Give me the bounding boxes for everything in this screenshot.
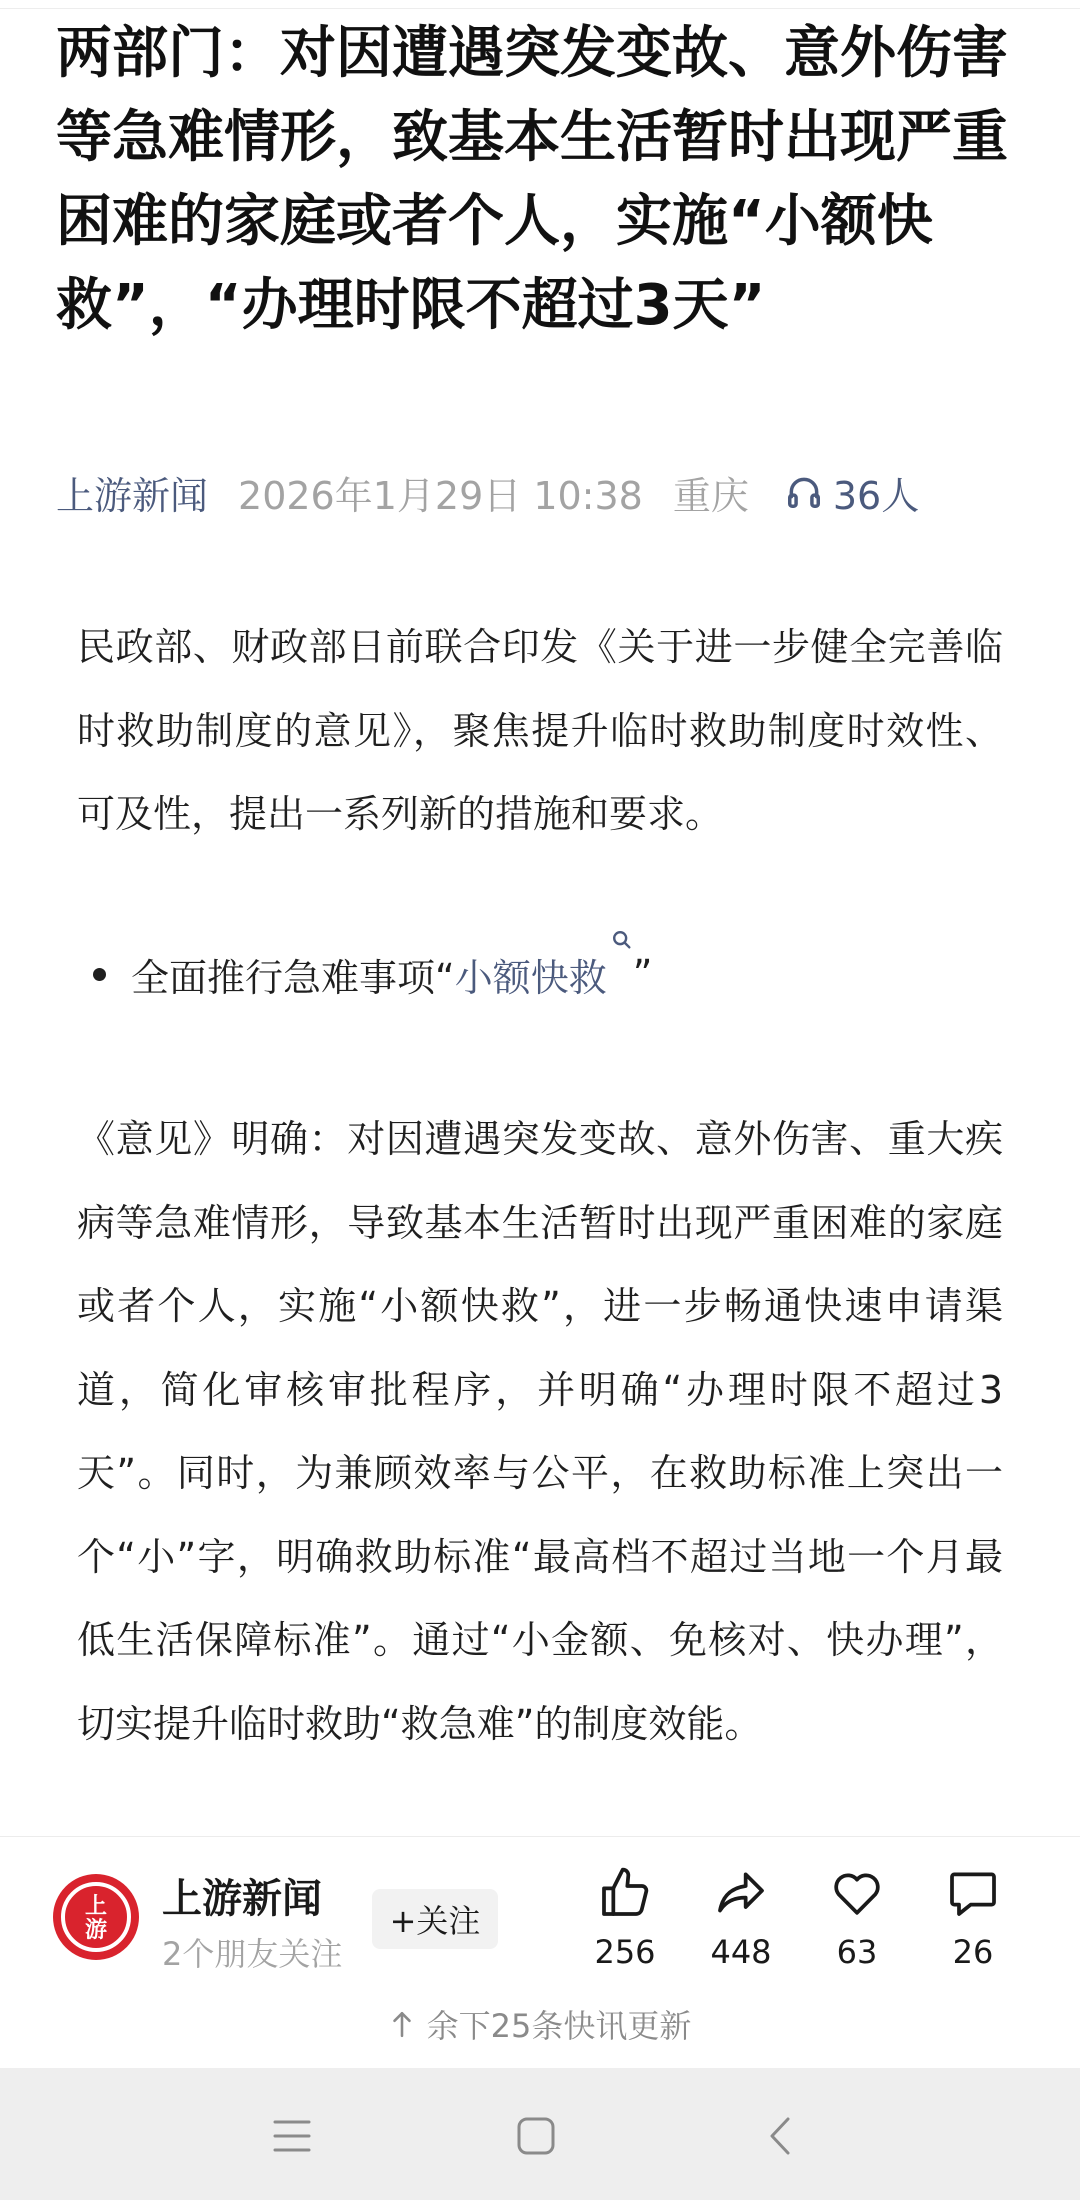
publish-location: 重庆 (672, 473, 749, 518)
back-icon (766, 2116, 794, 2156)
menu-icon (272, 2118, 312, 2154)
share-icon (713, 1865, 769, 1921)
like-icon (597, 1865, 653, 1921)
publisher-logo[interactable] (52, 1873, 140, 1961)
share-count: 448 (710, 1933, 772, 1971)
listener-count: 36人 (832, 473, 920, 518)
publisher-name[interactable]: 上游新闻 (162, 1876, 322, 1922)
action-bar (0, 1836, 1080, 2069)
bullet-prefix: 全面推行急难事项“ (131, 955, 455, 1000)
follow-button[interactable]: +关注 (372, 1889, 498, 1949)
headphones-icon (785, 473, 823, 511)
bullet-suffix: ” (632, 952, 653, 996)
bullet-dot (93, 968, 106, 981)
heart-icon (829, 1865, 885, 1921)
comment-icon (945, 1865, 1001, 1921)
svg-text:游: 游 (84, 1917, 108, 1943)
more-updates-text: 余下25条快讯更新 (426, 2007, 692, 2045)
back-button[interactable] (752, 2108, 808, 2164)
comment-count: 26 (952, 1933, 994, 1971)
svg-text:上: 上 (84, 1893, 108, 1919)
favorite-button[interactable] (802, 1865, 912, 2005)
recent-apps-button[interactable] (264, 2108, 320, 2164)
article-headline: 两部门：对因遭遇突发变故、意外伤害等急难情形，致基本生活暂时出现严重困难的家庭或者个人，实施“小额快救”，“办理时限不超过3天” (56, 21, 1008, 338)
share-button[interactable] (686, 1865, 796, 2005)
comment-button[interactable] (918, 1865, 1028, 2005)
keyword-search-link[interactable] (455, 947, 633, 1002)
listen-button[interactable] (785, 465, 919, 520)
paragraph: 民政部、财政部日前联合印发《关于进一步健全完善临时救助制度的意见》，聚焦提升临时救助制度时效性、可及性，提出一系列新的措施和要求。 (77, 625, 1003, 836)
friends-following: 2个朋友关注 (162, 1935, 343, 1973)
publish-date: 2026年1月29日 10:38 (238, 473, 643, 518)
source-link[interactable]: 上游新闻 (56, 473, 209, 518)
home-icon (516, 2116, 556, 2156)
favorite-count: 63 (836, 1933, 878, 1971)
home-button[interactable] (508, 2108, 564, 2164)
arrow-up-icon (389, 2009, 415, 2039)
keyword-text[interactable]: 小额快救 (454, 955, 607, 1000)
article-meta (56, 462, 919, 522)
more-updates-link[interactable] (0, 1999, 1080, 2049)
bullet-item (93, 936, 652, 1012)
system-nav-bar (0, 2068, 1080, 2200)
paragraph: 《意见》明确：对因遭遇突发变故、意外伤害、重大疾病等急难情形，导致基本生活暂时出现严重困难的家庭或者个人，实施“小额快救”，进一步畅通快速申请渠道，简化审核审批程序，并明确“办理时限不超过3天”。同时，为兼顾效率与公平，在救助标准上突出一个“小”字，明确救助标准“最高档不超过当地一个月最低生活保障标准”。通过“小金额、免核对、快办理”，切实提升临时救助“救急难”的制度效能。 (77, 1117, 1003, 1746)
search-icon[interactable] (611, 929, 633, 951)
like-count: 256 (594, 1933, 656, 1971)
like-button[interactable] (570, 1865, 680, 2005)
